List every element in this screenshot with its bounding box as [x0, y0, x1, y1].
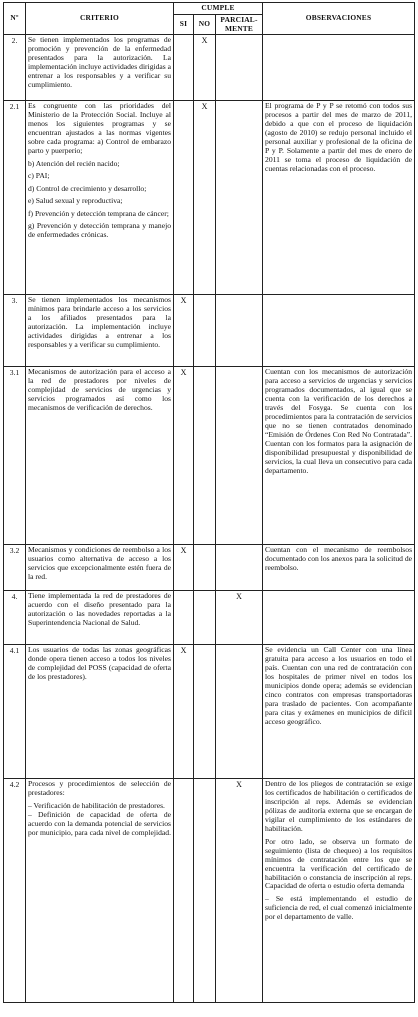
observaciones-cell: Se evidencia un Call Center con una línea gratuita para acceso a los usuarios en todo el país. Cuentan con una red de contratación con los hospitales de primer nivel en todos los municipios donde opera; además se evidencian cinco contratos con empresas transportadoras para traslado de pacientes. Con acompañante para citas y exámenes en municipios de difícil acceso geográfico.	[263, 645, 415, 779]
no-cell	[194, 367, 216, 545]
criterio-cell: Los usuarios de todas las zonas geográficas donde opera tienen acceso a todos los niveles de complejidad del POSS (capacidad de oferta de los prestadores).	[26, 645, 174, 779]
parcial-cell: X	[216, 591, 263, 645]
criterio-cell: Mecanismos de autorización para el acceso a la red de prestadores por niveles de complejidad de servicios de urgencias y servicios programados así como los mecanismos de verificación de derechos.	[26, 367, 174, 545]
observaciones-cell: Dentro de los pliegos de contratación se exige los certificados de habilitación o certificados de inscripción al reps. Además se evidencian pólizas de auditoría externa que se encargan de vigilar el cumplimiento de los estándares de habilitación. Por otro lado, se observa un formato de seguimiento (lista de chequeo) a los requisitos mínimos de contratación entre los que se encuentra la verificación del certificado de habilitación o constancia de inscripción al reps. Capacidad de oferta o estudio oferta demanda – Se está implementando el estudio de suficiencia de red, el cual comenzó inicialmente por el departamento de valle.	[263, 779, 415, 1003]
observaciones-cell	[263, 295, 415, 367]
header-no: NO	[194, 15, 216, 35]
row-number: 3.1	[4, 367, 26, 545]
no-cell	[194, 295, 216, 367]
si-cell: X	[174, 367, 194, 545]
si-cell	[174, 779, 194, 1003]
si-cell	[174, 591, 194, 645]
parcial-cell	[216, 295, 263, 367]
no-cell: X	[194, 35, 216, 101]
si-cell	[174, 35, 194, 101]
no-cell	[194, 645, 216, 779]
parcial-cell	[216, 645, 263, 779]
parcial-cell	[216, 35, 263, 101]
table-row	[4, 295, 415, 367]
table-row	[4, 591, 415, 645]
observaciones-cell: Cuentan con los mecanismos de autorización para acceso a servicios de urgencias y servicios programados documentados, al igual que se cuenta con la verificación de los derechos a través del Fosyga. Se cuenta con los procedimientos para la contratación de servicios que no se tienen contratados denominado “Emisión de Órdenes Con Red No Contratada”. Cuentan con los formatos para la asignación de disponibilidad presupuestal y disponibilidad de servicios, la cual lleva un consecutivo para cada departamento.	[263, 367, 415, 545]
row-number: 3.2	[4, 545, 26, 591]
no-cell	[194, 779, 216, 1003]
si-cell: X	[174, 545, 194, 591]
header-cumple: CUMPLE	[174, 3, 263, 15]
row-number: 4.1	[4, 645, 26, 779]
criterio-cell: Tiene implementada la red de prestadores de acuerdo con el diseño presentado para la autorización o las novedades reportadas a la Superintendencia Nacional de Salud.	[26, 591, 174, 645]
header-observaciones: OBSERVACIONES	[263, 3, 415, 35]
header-si: SI	[174, 15, 194, 35]
criterio-cell: Es congruente con las prioridades del Ministerio de la Protección Social. Incluye al menos los siguientes programas y se encuentran ajustados a las normas vigentes sobre cada programa: a) Control de embarazo parto y puerperio; b) Atención del recién nacido; c) PAI; d) Control de crecimiento y desarrollo; e) Salud sexual y reproductiva; f) Prevención y detección temprana de cáncer; g) Prevención y detección temprana y manejo de enfermedades crónicas.	[26, 101, 174, 295]
criterio-cell: Mecanismos y condiciones de reembolso a los usuarios como alternativa de acceso a los servicios que excepcionalmente estén fuera de la red.	[26, 545, 174, 591]
table-row	[4, 779, 415, 1003]
row-number: 4.2	[4, 779, 26, 1003]
si-cell: X	[174, 645, 194, 779]
row-number: 4.	[4, 591, 26, 645]
criterio-cell: Se tienen implementados los programas de promoción y prevención de la enfermedad presentados para la autorización. La implementación incluye actividades dirigidas a entrenar a los responsables y a verificar su cumplimiento.	[26, 35, 174, 101]
evaluation-table	[3, 2, 415, 1003]
no-cell: X	[194, 101, 216, 295]
no-cell	[194, 545, 216, 591]
parcial-cell	[216, 367, 263, 545]
table-row	[4, 101, 415, 295]
table-row	[4, 645, 415, 779]
criterio-cell: Se tienen implementados los mecanismos mínimos para brindarle acceso a los servicios a los afiliados presentados para la autorización. La implementación incluye actividades dirigidas a entrenar a los responsables y a verificar su cumplimiento.	[26, 295, 174, 367]
criterio-cell: Procesos y procedimientos de selección de prestadores: – Verificación de habilitación de prestadores. – Definición de capacidad de oferta de acuerdo con la demanda potencial de servicios por municipio, para cada nivel de complejidad.	[26, 779, 174, 1003]
parcial-cell: X	[216, 779, 263, 1003]
row-number: 3.	[4, 295, 26, 367]
no-cell	[194, 591, 216, 645]
header-parcial: PARCIAL- MENTE	[216, 15, 263, 35]
table-row	[4, 545, 415, 591]
table-row	[4, 367, 415, 545]
row-number: 2.	[4, 35, 26, 101]
table-row	[4, 35, 415, 101]
parcial-cell	[216, 545, 263, 591]
header-number: Nº	[4, 3, 26, 35]
header-criterio: CRITERIO	[26, 3, 174, 35]
observaciones-cell: Cuentan con el mecanismo de reembolsos documentado con los anexos para la solicitud de reembolso.	[263, 545, 415, 591]
row-number: 2.1	[4, 101, 26, 295]
parcial-cell	[216, 101, 263, 295]
si-cell: X	[174, 295, 194, 367]
si-cell	[174, 101, 194, 295]
observaciones-cell: El programa de P y P se retomó con todos sus procesos a partir del mes de marzo de 2011, debido a que con el proceso de liquidación (agosto de 2010) se redujo personal incluido el personal auxiliar y profesional de la oficina de P y P. Solamente a partir del mes de enero de 2011 se toma el proceso de liquidación de cuentas relacionadas con el proceso.	[263, 101, 415, 295]
observaciones-cell	[263, 35, 415, 101]
observaciones-cell	[263, 591, 415, 645]
